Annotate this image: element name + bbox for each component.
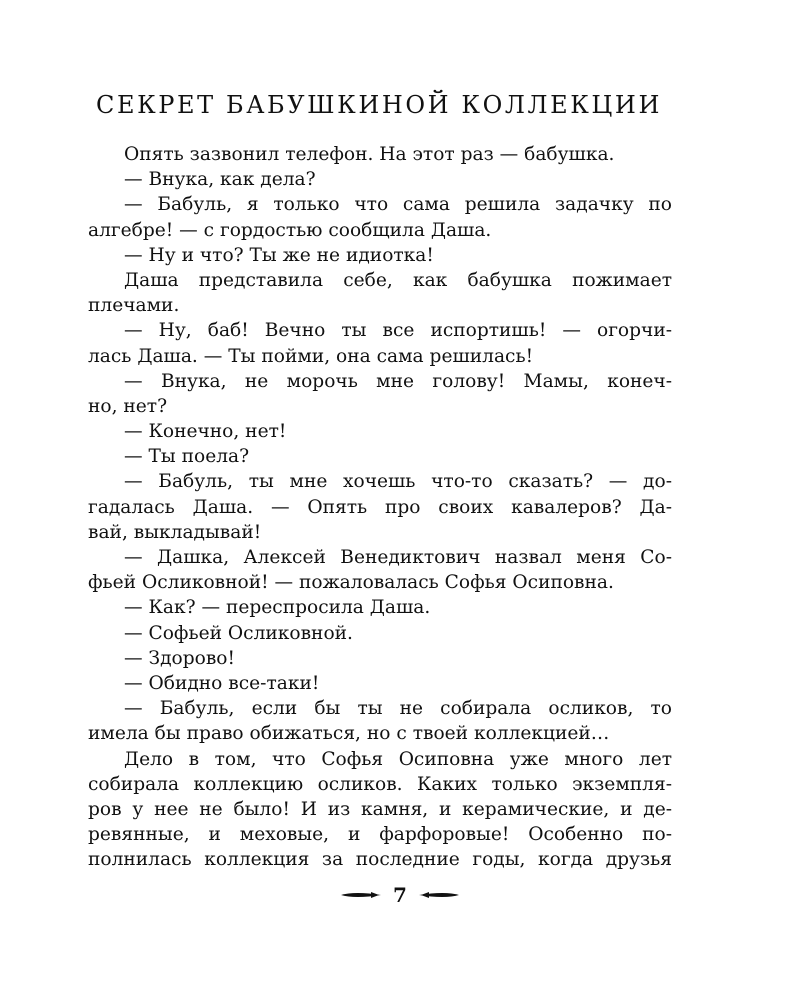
text-line: Дело в том, что Софья Осиповна уже много лет [124, 748, 672, 770]
text-line: — Конечно, нет! [124, 421, 287, 443]
text-line: Опять зазвонил телефон. На этот раз — бабушка. [124, 144, 615, 165]
body-text [88, 142, 672, 872]
text-line: плечами. [88, 295, 180, 317]
text-line: — Бабуль, если бы ты не собирала осликов, то [124, 698, 672, 720]
text-line: — Внука, как дела? [124, 169, 316, 191]
text-line: ров у нее не было! И из камня, и керамические, и де- [88, 798, 672, 820]
text-line: — Ну, баб! Вечно ты все испортишь! — огорчи- [124, 320, 672, 342]
right-ornament-icon [419, 889, 459, 901]
text-line: — Обидно все-таки! [124, 672, 320, 694]
page-number: 7 [393, 883, 407, 907]
text-line: — Внука, не морочь мне голову! Мамы, конеч- [124, 370, 672, 392]
text-line: вай, выкладывай! [88, 521, 262, 543]
text-line: фьей Осликовной! — пожаловалась Софья Осиповна. [88, 572, 614, 594]
text-line: — Как? — переспросила Даша. [124, 597, 431, 619]
text-line: но, нет? [88, 395, 168, 417]
page-number-folio [300, 880, 500, 910]
text-line: — Софьей Осликовной. [124, 622, 353, 644]
text-line: имела бы право обижаться, но с твоей коллекцией… [88, 723, 610, 745]
text-line: — Ты поела? [124, 446, 250, 468]
text-line: лась Даша. — Ты пойми, она сама решилась! [88, 345, 534, 367]
left-ornament-icon [341, 889, 381, 901]
text-line: полнилась коллекция за последние годы, когда друзья [88, 849, 672, 871]
text-line: — Дашка, Алексей Венедиктович назвал меня Со- [124, 547, 672, 568]
text-line: ревянные, и меховые, и фарфоровые! Особенно по- [88, 824, 672, 846]
text-line: — Бабуль, я только что сама решила задачку по [124, 194, 672, 216]
text-line: — Здорово! [124, 647, 235, 669]
text-line: алгебре! — с гордостью сообщила Даша. [88, 219, 492, 241]
text-line: — Ну и что? Ты же не идиотка! [124, 244, 434, 266]
text-line: собирала коллекцию осликов. Каких только экземпля- [88, 773, 672, 795]
running-head: СЕКРЕТ БАБУШКИНОЙ КОЛЛЕКЦИИ [96, 91, 662, 119]
text-line: Даша представила себе, как бабушка пожимает [124, 269, 672, 291]
text-line: гадалась Даша. — Опять про своих кавалеров? Да- [88, 496, 672, 518]
text-line: — Бабуль, ты мне хочешь что-то сказать? — до- [124, 471, 672, 493]
